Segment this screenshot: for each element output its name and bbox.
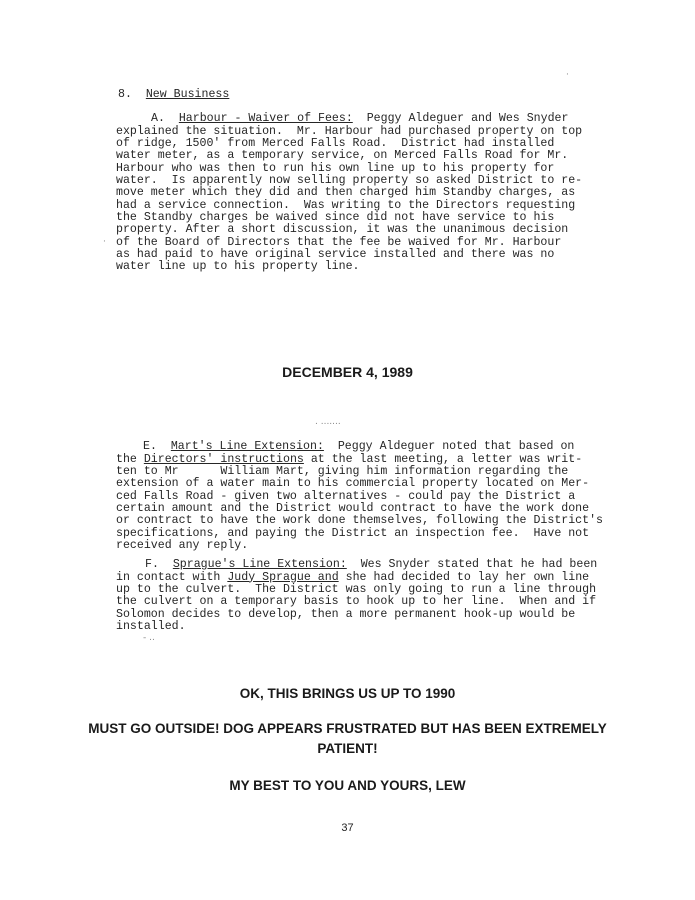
item-a-title: Harbour - Waiver of Fees: (178, 112, 353, 125)
item-a-line: water. Is apparently now selling property so asked District to re- (116, 173, 583, 187)
item-e-line: ten to Mr William Mart, giving him information regarding the (116, 465, 569, 478)
item-e-second-line (116, 454, 582, 466)
section-number: 8. (118, 88, 132, 101)
item-e-title: Mart's Line Extension: (170, 440, 324, 453)
scan-speck: . ....... (315, 417, 341, 427)
scan-speck: · (103, 237, 106, 247)
item-a-line: move meter which they did and then charged him Standby charges, as (116, 186, 576, 200)
closing-signoff: MY BEST TO YOU AND YOURS, LEW (229, 778, 466, 793)
item-e-line: certain amount and the District would contract to have the work done (116, 502, 590, 516)
item-f-line: the culvert on a temporary basis to hook up to her line. When and if (116, 595, 597, 609)
item-e-first-line (143, 441, 574, 453)
date-heading: DECEMBER 4, 1989 (282, 364, 413, 380)
scan-speck: - .. (143, 633, 155, 643)
item-a-line: the Standby charges be waived since did not have service to his (116, 210, 555, 224)
scan-speck: · (566, 70, 569, 80)
item-a-body (116, 126, 582, 274)
item-f-line: Solomon decides to develop, then a more permanent hook-up would be (116, 607, 576, 621)
item-f-title: Sprague's Line Extension: (172, 558, 347, 571)
item-a-line: had a service connection. Was writing to the Directors requesting (116, 198, 576, 212)
item-e-line2-end: at the last meeting, a letter was writ- (303, 452, 583, 466)
item-f-line2-end: she had decided to lay her own line (338, 570, 590, 584)
item-e-first-line-text: Peggy Aldeguer noted that based on (337, 440, 575, 453)
item-a-line: explained the situation. Mr. Harbour had purchased property on top (116, 124, 583, 138)
item-a-label: A. (151, 112, 165, 125)
item-e-line: extension of a water main to his commercial property located on Mer- (116, 477, 590, 491)
item-a-first-line-text: Peggy Aldeguer and Wes Snyder (366, 112, 569, 125)
closing-line-1990: OK, THIS BRINGS US UP TO 1990 (239, 686, 456, 701)
item-a-line: property. After a short discussion, it was the unanimous decision (116, 223, 569, 237)
item-e-underlined-text: Directors' instructions (143, 452, 304, 466)
item-a-line: of ridge, 1500' from Merced Falls Road. District had installed (116, 136, 555, 150)
closing-dog-note-line1: MUST GO OUTSIDE! DOG APPEARS FRUSTRATED BUT HAS BEEN EXTREMELY (88, 721, 607, 736)
item-f-line: up to the culvert. The District was only going to run a line through (116, 583, 597, 596)
item-e-label: E. (143, 440, 157, 453)
item-e-line: specifications, and paying the District an inspection fee. Have not (116, 526, 590, 540)
item-e-body (116, 466, 603, 552)
item-e-line: or contract to have the work done themselves, following the District's (116, 514, 604, 528)
section-8-heading (118, 89, 229, 101)
item-a-line: water line up to his property line. (116, 260, 360, 274)
item-f-second-line (116, 572, 589, 584)
item-e-line: ced Falls Road - given two alternatives - could pay the District a (116, 489, 576, 503)
item-f-first-line (145, 559, 597, 571)
item-e-line2-start: the (116, 452, 144, 466)
item-a-line: water meter, as a temporary service, on Merced Falls Road for Mr. (116, 149, 569, 163)
item-e-line: received any reply. (116, 539, 249, 553)
item-a-line: as had paid to have original service installed and there was no (116, 247, 555, 261)
item-a-line: Harbour who was then to run his own line up to his property for (116, 161, 555, 175)
page-number: 37 (341, 822, 354, 834)
closing-dog-note-line2: PATIENT! (317, 741, 378, 756)
item-f-underlined-text: Judy Sprague and (227, 570, 339, 584)
item-f-body (116, 584, 596, 633)
item-a-line: of the Board of Directors that the fee be waived for Mr. Harbour (116, 235, 562, 249)
item-f-line: installed. (116, 620, 186, 634)
section-title: New Business (145, 88, 230, 101)
item-a-first-line (151, 113, 568, 125)
item-f-label: F. (145, 558, 159, 571)
closing-dog-note (0, 719, 695, 759)
item-f-first-line-text: Wes Snyder stated that he had been (360, 558, 598, 571)
item-f-line2-start: in contact with (116, 570, 228, 584)
